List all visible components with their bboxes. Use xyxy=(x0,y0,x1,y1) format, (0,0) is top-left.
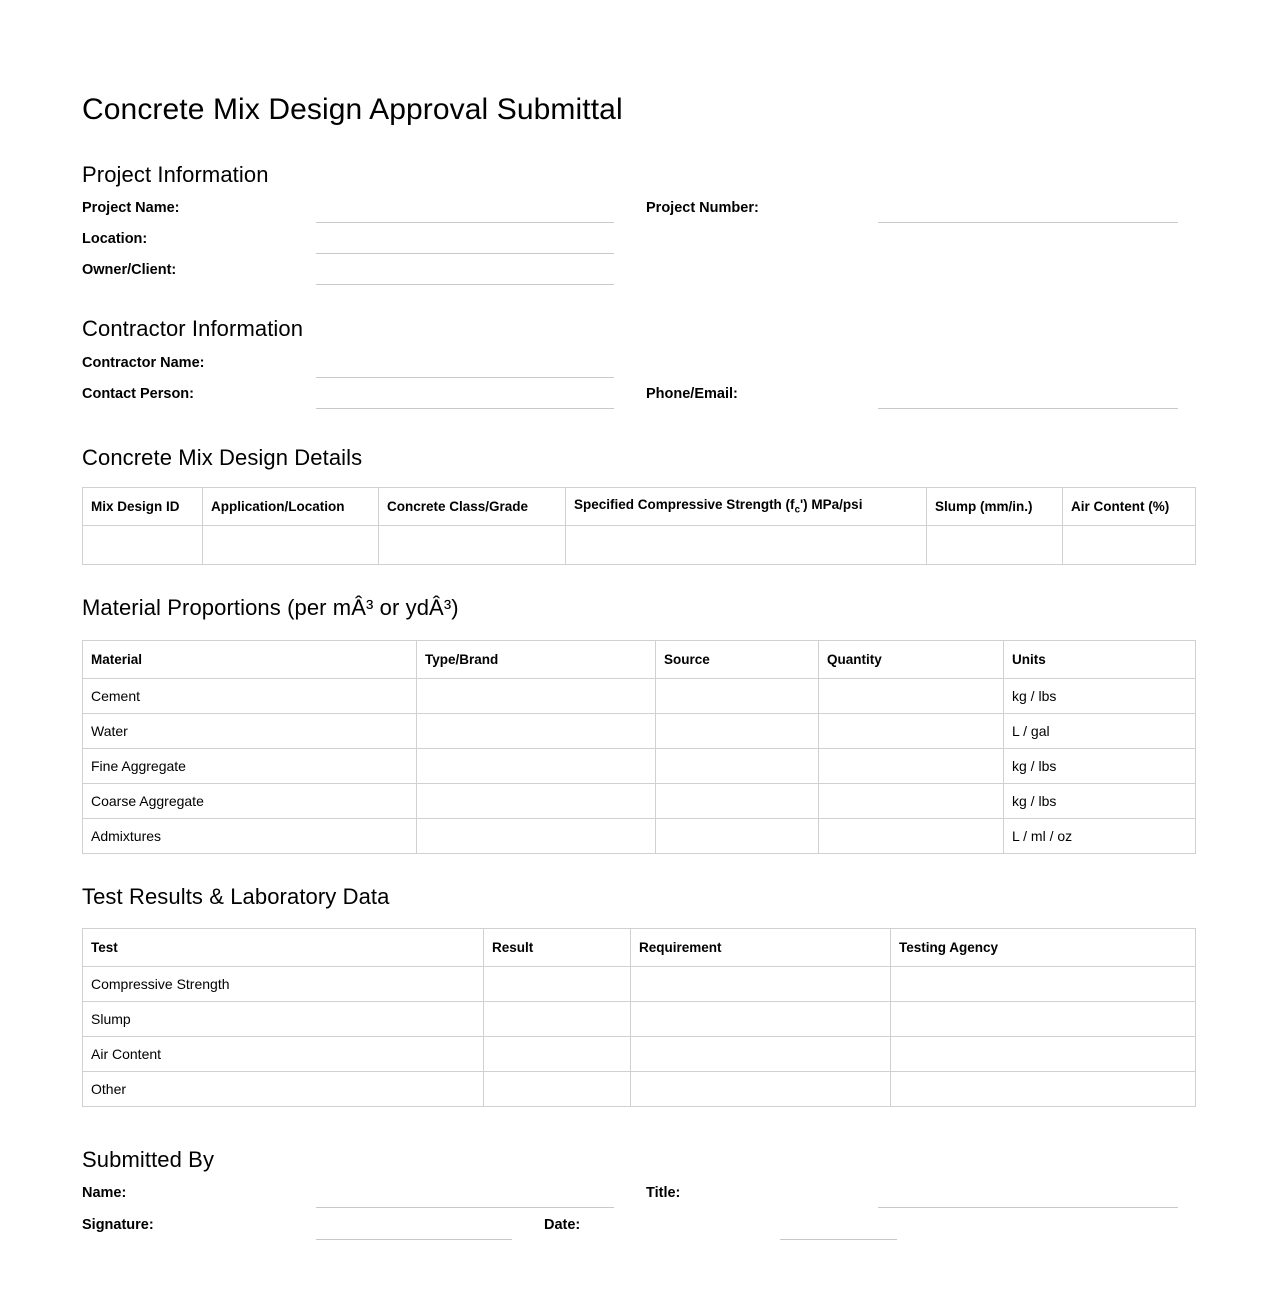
cell-testing-agency[interactable] xyxy=(891,966,1196,1001)
page-title: Concrete Mix Design Approval Submittal xyxy=(82,93,623,126)
column-header-mix-design-id: Mix Design ID xyxy=(83,488,203,526)
label-owner-client: Owner/Client: xyxy=(82,262,177,279)
cell-quantity[interactable] xyxy=(819,748,1004,783)
strength-label-subscript: c xyxy=(794,505,800,517)
cell-units: L / ml / oz xyxy=(1004,818,1196,853)
cell-specified-compressive-strength[interactable] xyxy=(566,526,927,565)
column-header-material: Material xyxy=(83,640,417,678)
cell-source[interactable] xyxy=(656,713,819,748)
column-header-specified-compressive-strength xyxy=(566,488,927,526)
column-header-application-location: Application/Location xyxy=(203,488,379,526)
cell-quantity[interactable] xyxy=(819,818,1004,853)
input-phone-email[interactable] xyxy=(878,408,1178,409)
section-heading-contractor-information: Contractor Information xyxy=(82,316,304,342)
column-header-air-content: Air Content (%) xyxy=(1063,488,1196,526)
table-row xyxy=(83,818,1196,853)
cell-source[interactable] xyxy=(656,818,819,853)
cell-result[interactable] xyxy=(484,1036,631,1071)
column-header-requirement: Requirement xyxy=(631,928,891,966)
label-date: Date: xyxy=(544,1217,581,1234)
cell-material: Admixtures xyxy=(83,818,417,853)
column-header-testing-agency: Testing Agency xyxy=(891,928,1196,966)
cell-result[interactable] xyxy=(484,1071,631,1106)
cell-source[interactable] xyxy=(656,678,819,713)
field-row-signature xyxy=(82,1215,1196,1245)
cell-quantity[interactable] xyxy=(819,713,1004,748)
cell-testing-agency[interactable] xyxy=(891,1001,1196,1036)
input-signature[interactable] xyxy=(316,1239,512,1240)
field-row-owner-client xyxy=(82,260,1196,290)
cell-type-brand[interactable] xyxy=(417,748,656,783)
cell-type-brand[interactable] xyxy=(417,818,656,853)
cell-quantity[interactable] xyxy=(819,678,1004,713)
label-location: Location: xyxy=(82,231,148,248)
table-row xyxy=(83,748,1196,783)
table-header-row xyxy=(83,640,1196,678)
cell-testing-agency[interactable] xyxy=(891,1071,1196,1106)
cell-material: Water xyxy=(83,713,417,748)
table-row xyxy=(83,526,1196,565)
cell-material: Fine Aggregate xyxy=(83,748,417,783)
cell-units: L / gal xyxy=(1004,713,1196,748)
cell-result[interactable] xyxy=(484,1001,631,1036)
column-header-concrete-class-grade: Concrete Class/Grade xyxy=(379,488,566,526)
column-header-slump: Slump (mm/in.) xyxy=(927,488,1063,526)
table-header-row xyxy=(83,928,1196,966)
label-name: Name: xyxy=(82,1185,127,1202)
input-contractor-name[interactable] xyxy=(316,377,614,378)
document-body xyxy=(82,0,1196,1245)
section-heading-submitted-by: Submitted By xyxy=(82,1146,215,1172)
label-contractor-name: Contractor Name: xyxy=(82,354,205,371)
input-contact-person[interactable] xyxy=(316,408,614,409)
cell-units: kg / lbs xyxy=(1004,748,1196,783)
cell-result[interactable] xyxy=(484,966,631,1001)
strength-label-before: Specified Compressive Strength (f xyxy=(574,497,795,513)
input-title[interactable] xyxy=(878,1207,1178,1208)
label-project-number: Project Number: xyxy=(646,200,759,217)
cell-mix-design-id[interactable] xyxy=(83,526,203,565)
cell-type-brand[interactable] xyxy=(417,713,656,748)
cell-requirement[interactable] xyxy=(631,966,891,1001)
column-header-test: Test xyxy=(83,928,484,966)
cell-requirement[interactable] xyxy=(631,1001,891,1036)
cell-test: Slump xyxy=(83,1001,484,1036)
field-row-location xyxy=(82,230,1196,260)
section-heading-project-information: Project Information xyxy=(82,162,269,187)
cell-material: Cement xyxy=(83,678,417,713)
cell-units: kg / lbs xyxy=(1004,678,1196,713)
cell-slump[interactable] xyxy=(927,526,1063,565)
cell-application-location[interactable] xyxy=(203,526,379,565)
column-header-result: Result xyxy=(484,928,631,966)
field-row-contractor-name xyxy=(82,355,1196,385)
cell-quantity[interactable] xyxy=(819,783,1004,818)
cell-material: Coarse Aggregate xyxy=(83,783,417,818)
column-header-units: Units xyxy=(1004,640,1196,678)
cell-source[interactable] xyxy=(656,783,819,818)
table-row xyxy=(83,966,1196,1001)
submitted-by-fields xyxy=(82,1185,1196,1245)
material-proportions-table xyxy=(82,640,1196,854)
strength-label-after: ') MPa/psi xyxy=(799,497,863,513)
cell-requirement[interactable] xyxy=(631,1071,891,1106)
cell-requirement[interactable] xyxy=(631,1036,891,1071)
section-heading-test-results: Test Results & Laboratory Data xyxy=(82,883,390,909)
table-row xyxy=(83,678,1196,713)
cell-source[interactable] xyxy=(656,748,819,783)
cell-units: kg / lbs xyxy=(1004,783,1196,818)
field-row-name xyxy=(82,1185,1196,1215)
cell-test: Other xyxy=(83,1071,484,1106)
table-row xyxy=(83,783,1196,818)
label-title: Title: xyxy=(646,1185,681,1202)
table-header-row xyxy=(83,488,1196,526)
input-project-name[interactable] xyxy=(316,222,614,223)
cell-testing-agency[interactable] xyxy=(891,1036,1196,1071)
table-row xyxy=(83,1001,1196,1036)
column-header-quantity: Quantity xyxy=(819,640,1004,678)
input-project-number[interactable] xyxy=(878,222,1178,223)
cell-concrete-class-grade[interactable] xyxy=(379,526,566,565)
cell-type-brand[interactable] xyxy=(417,678,656,713)
input-date[interactable] xyxy=(780,1239,897,1240)
table-row xyxy=(83,713,1196,748)
test-results-table xyxy=(82,928,1196,1107)
label-signature: Signature: xyxy=(82,1217,154,1234)
mix-design-details-table xyxy=(82,487,1196,565)
field-row-project-name xyxy=(82,200,1196,230)
field-row-contact-person xyxy=(82,385,1196,415)
column-header-source: Source xyxy=(656,640,819,678)
input-owner-client[interactable] xyxy=(316,284,614,285)
cell-test: Air Content xyxy=(83,1036,484,1071)
label-project-name: Project Name: xyxy=(82,200,180,217)
cell-type-brand[interactable] xyxy=(417,783,656,818)
column-header-type-brand: Type/Brand xyxy=(417,640,656,678)
cell-air-content[interactable] xyxy=(1063,526,1196,565)
input-name[interactable] xyxy=(316,1207,614,1208)
label-contact-person: Contact Person: xyxy=(82,385,194,402)
input-location[interactable] xyxy=(316,253,614,254)
section-heading-material-proportions: Material Proportions (per mÂ³ or ydÂ³) xyxy=(82,595,459,621)
project-information-fields xyxy=(82,200,1196,290)
section-heading-mix-design-details: Concrete Mix Design Details xyxy=(82,444,363,470)
table-row xyxy=(83,1036,1196,1071)
table-row xyxy=(83,1071,1196,1106)
cell-test: Compressive Strength xyxy=(83,966,484,1001)
label-phone-email: Phone/Email: xyxy=(646,385,738,402)
contractor-information-fields xyxy=(82,355,1196,415)
